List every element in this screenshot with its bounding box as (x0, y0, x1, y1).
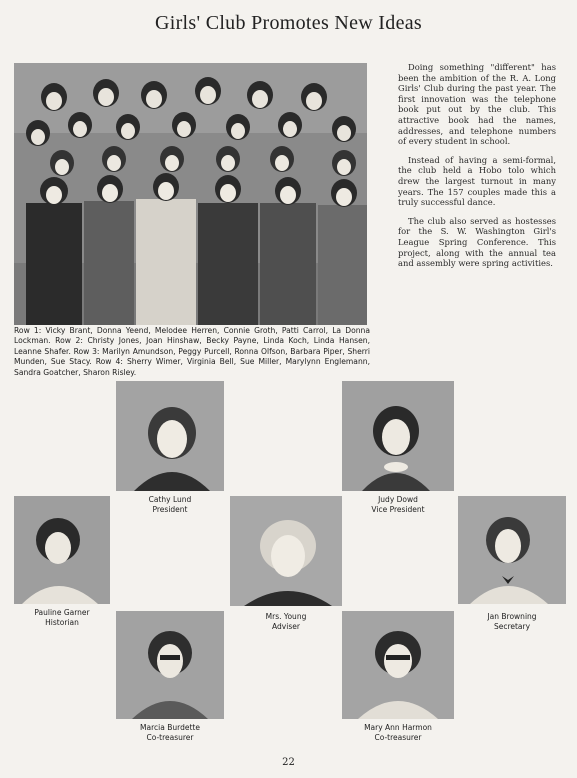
officer-role: Secretary (493, 622, 531, 631)
article-paragraph: Doing something "different" has been the ambition of the R. A. Long Girls' Club during the past year. The first innovation was the telephone book put out by the club. This attractive book had the names, addresses, and telephone numbers of every student in school. (398, 62, 556, 147)
group-photo-caption: Row 1: Vicky Brant, Donna Yeend, Melodee Herren, Connie Groth, Patti Carrol, La Donna Lockman. Row 2: Christy Jones, Joan Hinshaw, Becky Payne, Linda Koch, Linda Hansen, Leanne Shafer. Row 3: Marilyn Amundson, Peggy Purcell, Ronna Olfson, Barbara Piper, Sherri Munden, Sue Stacy. Row 4: Sherry Wimer, Virginia Bell, Sue Miller, Marylynn Englemann, Sandra Goatcher, Sharon Risley. (14, 326, 370, 377)
officer-portrait (230, 496, 342, 606)
officer-name: Cathy Lund (148, 495, 192, 504)
officer-caption (452, 612, 572, 632)
officer-portrait (342, 381, 454, 491)
officer-role: Vice President (371, 505, 425, 514)
officer-role: Historian (45, 618, 79, 627)
group-photo (14, 63, 367, 325)
officer-role: Co-treasurer (146, 733, 194, 742)
officer-role: Co-treasurer (374, 733, 422, 742)
article-paragraph: The club also served as hostesses for the S. W. Washington Girl's League Spring Conference. This project, along with the annual tea and assembly were spring activities. (398, 215, 556, 269)
officer-name: Jan Browning (487, 612, 537, 621)
officer-caption (226, 612, 346, 632)
officer-name: Judy Dowd (378, 495, 418, 504)
officer-name: Pauline Garner (34, 608, 90, 617)
officer-portrait (458, 496, 566, 604)
officer-name: Mrs. Young (265, 612, 307, 621)
officer-portrait (342, 611, 454, 719)
article-paragraph: Instead of having a semi-formal, the club held a Hobo tolo which drew the largest turnout in many years. The 157 couples made this a truly successful dance. (398, 154, 556, 208)
officer-name: Marcia Burdette (140, 723, 200, 732)
page-title: Girls' Club Promotes New Ideas (154, 12, 423, 34)
officer-role: Adviser (272, 622, 300, 631)
officer-caption (110, 495, 230, 515)
officer-portrait (116, 611, 224, 719)
officer-caption (338, 723, 458, 743)
officer-caption (4, 608, 120, 628)
officer-role: President (152, 505, 188, 514)
officer-caption (110, 723, 230, 743)
article-text (398, 62, 556, 277)
officer-caption (338, 495, 458, 515)
officer-portrait (116, 381, 224, 491)
officer-portrait (14, 496, 110, 604)
page-number: 22 (282, 757, 295, 768)
officer-name: Mary Ann Harmon (364, 723, 432, 732)
